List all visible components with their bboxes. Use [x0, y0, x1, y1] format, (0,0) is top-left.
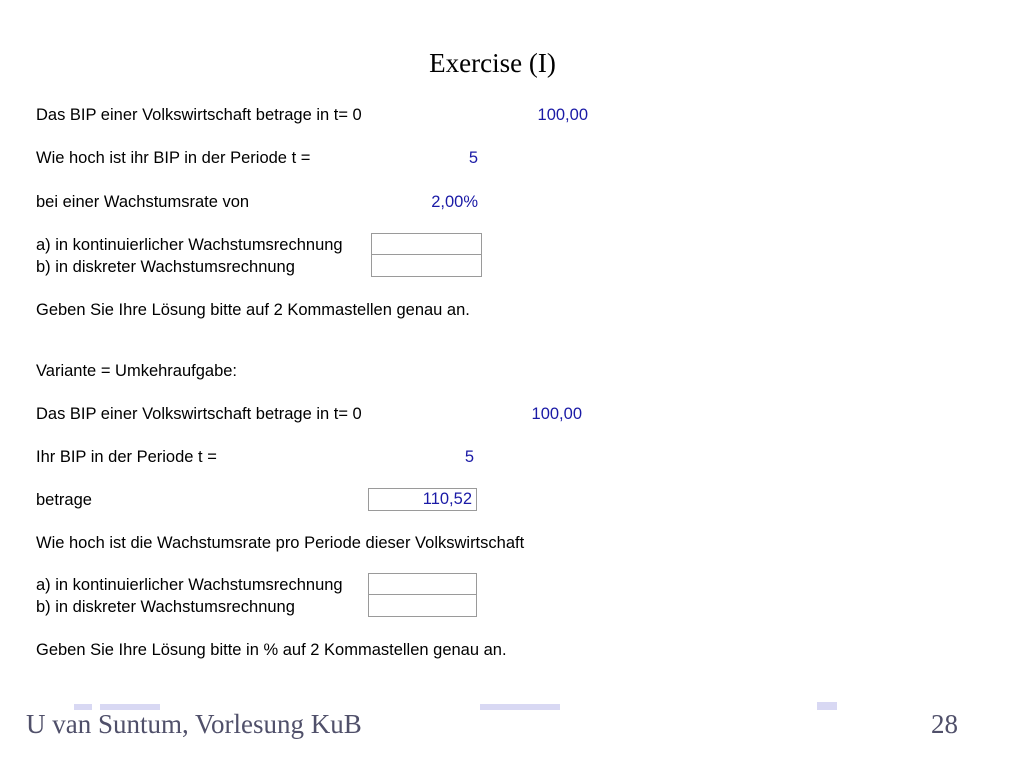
part2-line1-label: Das BIP einer Volkswirtschaft betrage in t= 0 — [36, 405, 362, 423]
part1-a-label: a) in kontinuierlicher Wachstumsrechnung — [36, 236, 343, 254]
faint-artifact-row — [70, 696, 590, 710]
part2-final-gdp-value: 110,52 — [422, 490, 472, 508]
part2-note: Geben Sie Ihre Lösung bitte in % auf 2 Kommastellen genau an. — [36, 641, 507, 659]
slide-title: Exercise (I) — [429, 48, 556, 78]
part1-line2-label: Wie hoch ist ihr BIP in der Periode t = — [36, 149, 311, 167]
part2-initial-gdp-value: 100,00 — [531, 405, 582, 423]
part2-period-value: 5 — [464, 448, 474, 466]
part1-growth-rate-value: 2,00% — [431, 193, 478, 211]
part1-b-label: b) in diskreter Wachstumsrechnung — [36, 258, 295, 276]
part2-line2-label: Ihr BIP in der Periode t = — [36, 448, 217, 466]
faint-artifact-mark — [815, 696, 839, 710]
part1-line3-label: bei einer Wachstumsrate von — [36, 193, 250, 211]
part2-b-label: b) in diskreter Wachstumsrechnung — [36, 598, 295, 616]
part2-answer-box — [368, 573, 477, 617]
part1-answer-box — [371, 233, 482, 277]
part2-answer-a-field[interactable] — [369, 574, 476, 595]
part1-initial-gdp-value: 100,00 — [537, 106, 588, 124]
part2-gdp-box — [368, 488, 477, 511]
footer-page-number: 28 — [931, 709, 958, 739]
part1-answer-b-field[interactable] — [372, 255, 481, 276]
footer-author: U van Suntum, Vorlesung KuB — [26, 709, 362, 739]
part2-a-label: a) in kontinuierlicher Wachstumsrechnung — [36, 576, 343, 594]
part2-line3-label: betrage — [36, 491, 92, 509]
faint-artifact-number — [815, 696, 839, 710]
part2-answer-b-field[interactable] — [369, 595, 476, 616]
part2-heading: Variante = Umkehraufgabe: — [36, 362, 238, 380]
part1-line1-label: Das BIP einer Volkswirtschaft betrage in t= 0 — [36, 106, 362, 124]
part1-period-value: 5 — [468, 149, 478, 167]
part1-answer-a-field[interactable] — [372, 234, 481, 255]
part1-note: Geben Sie Ihre Lösung bitte auf 2 Kommastellen genau an. — [36, 301, 470, 319]
part2-question: Wie hoch ist die Wachstumsrate pro Periode dieser Volkswirtschaft — [36, 534, 525, 552]
faint-artifact-shapes — [70, 696, 590, 710]
